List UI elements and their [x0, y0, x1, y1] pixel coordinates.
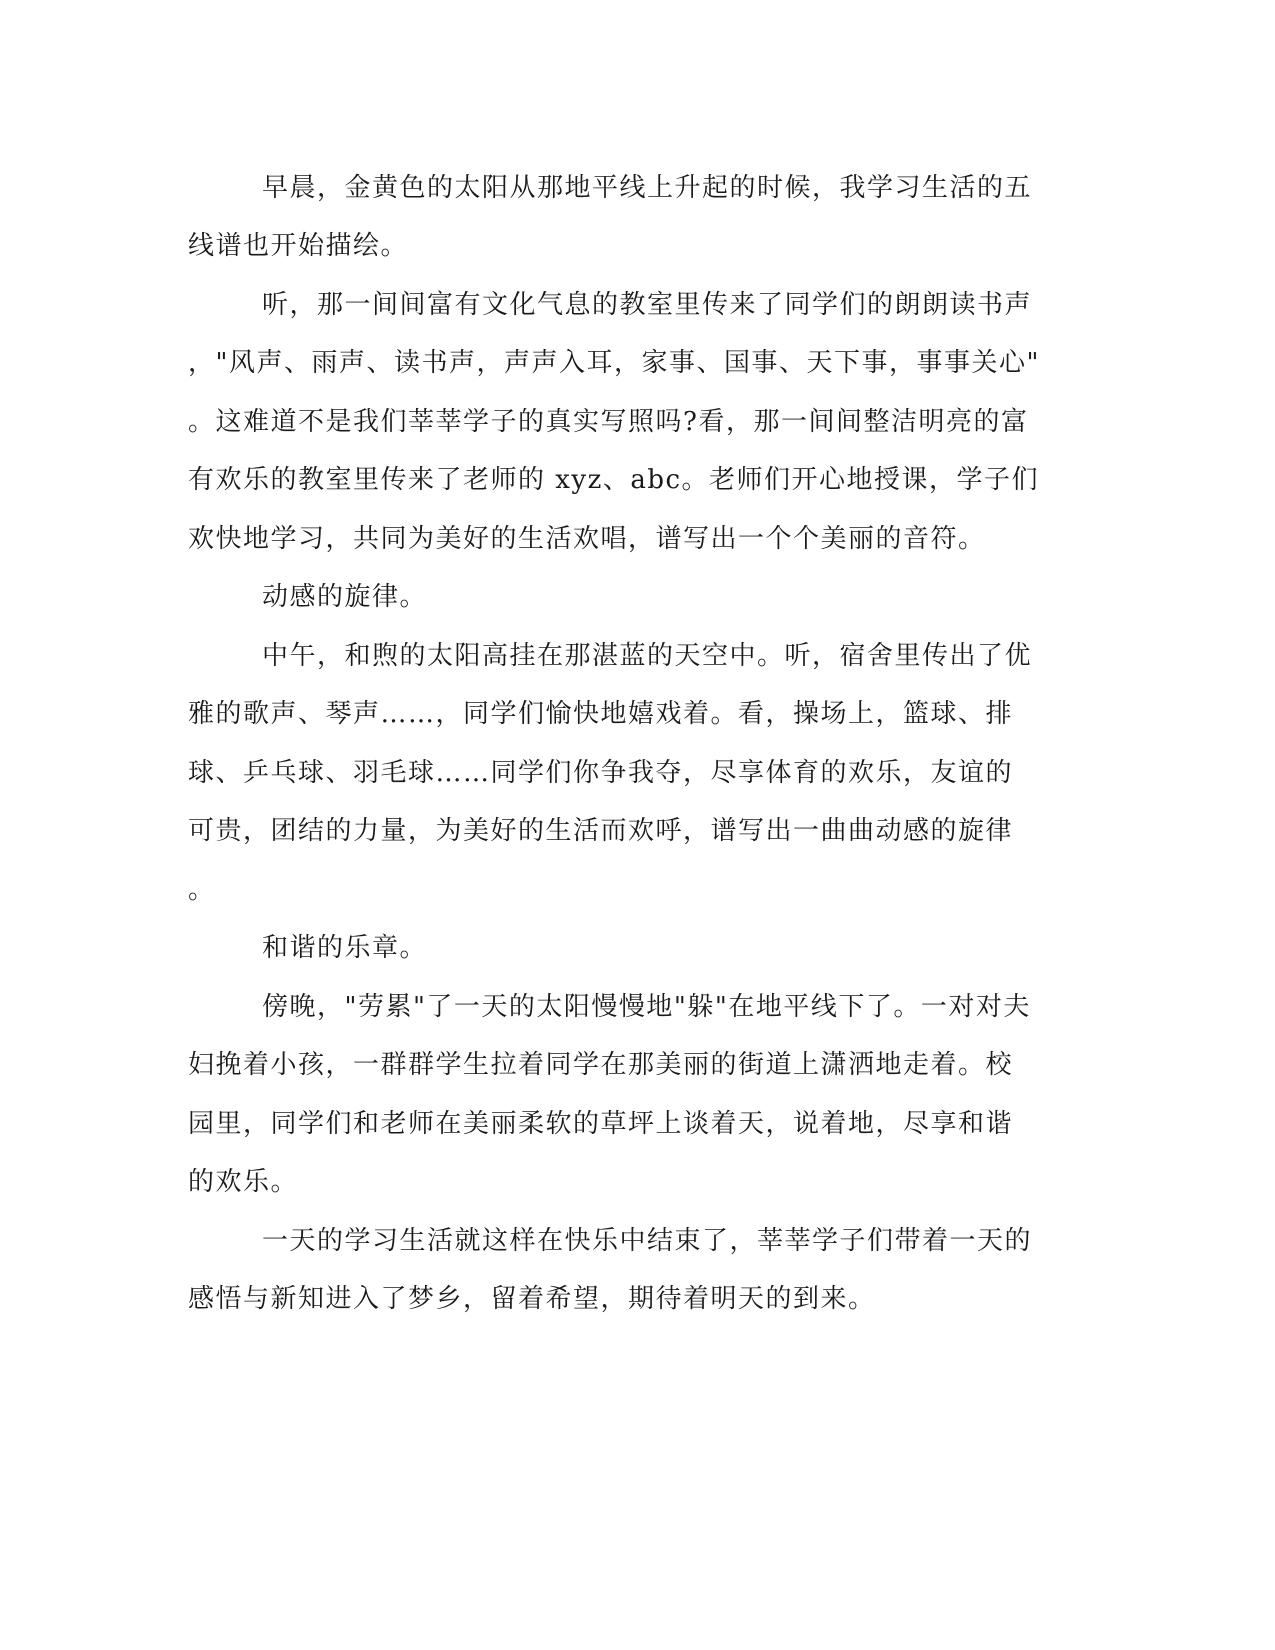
paragraph-evening-line-3: 园里，同学们和老师在美丽柔软的草坪上谈着天，说着地，尽享和谐 — [188, 1109, 1014, 1139]
paragraph-morning-line-2: 线谱也开始描绘。 — [188, 231, 409, 261]
section-heading-rhythm: 动感的旋律。 — [262, 582, 428, 612]
paragraph-noon-line-5: 。 — [188, 875, 216, 905]
paragraph-evening-line-2: 妇挽着小孩，一群群学生拉着同学在那美丽的街道上潇洒地走着。校 — [188, 1050, 1014, 1080]
paragraph-listen-line-3: 。这难道不是我们莘莘学子的真实写照吗?看，那一间间整洁明亮的富 — [188, 407, 1029, 437]
paragraph-closing-line-2: 感悟与新知进入了梦乡，留着希望，期待着明天的到来。 — [188, 1284, 876, 1314]
paragraph-listen-line-1: 听，那一间间富有文化气息的教室里传来了同学们的朗朗读书声 — [262, 290, 1033, 320]
paragraph-evening-line-1: 傍晚，"劳累"了一天的太阳慢慢地"躲"在地平线下了。一对对夫 — [262, 992, 1031, 1022]
paragraph-noon-line-1: 中午，和煦的太阳高挂在那湛蓝的天空中。听，宿舍里传出了优 — [262, 641, 1033, 671]
paragraph-listen-line-2: ，"风声、雨声、读书声，声声入耳，家事、国事、天下事，事事关心" — [188, 348, 1040, 378]
paragraph-listen-line-4: 有欢乐的教室里传来了老师的 xyz、abc。老师们开心地授课，学子们 — [188, 465, 1040, 495]
section-heading-harmony: 和谐的乐章。 — [262, 933, 428, 963]
paragraph-evening-line-4: 的欢乐。 — [188, 1167, 299, 1197]
paragraph-listen-line-5: 欢快地学习，共同为美好的生活欢唱，谱写出一个个美丽的音符。 — [188, 524, 986, 554]
paragraph-closing-line-1: 一天的学习生活就这样在快乐中结束了，莘莘学子们带着一天的 — [262, 1226, 1033, 1256]
paragraph-noon-line-4: 可贵，团结的力量，为美好的生活而欢呼，谱写出一曲曲动感的旋律 — [188, 816, 1014, 846]
paragraph-morning-line-1: 早晨，金黄色的太阳从那地平线上升起的时候，我学习生活的五 — [262, 173, 1033, 203]
paragraph-noon-line-2: 雅的歌声、琴声……，同学们愉快地嬉戏着。看，操场上，篮球、排 — [188, 699, 1014, 729]
paragraph-noon-line-3: 球、乒乓球、羽毛球……同学们你争我夺，尽享体育的欢乐，友谊的 — [188, 758, 1014, 788]
